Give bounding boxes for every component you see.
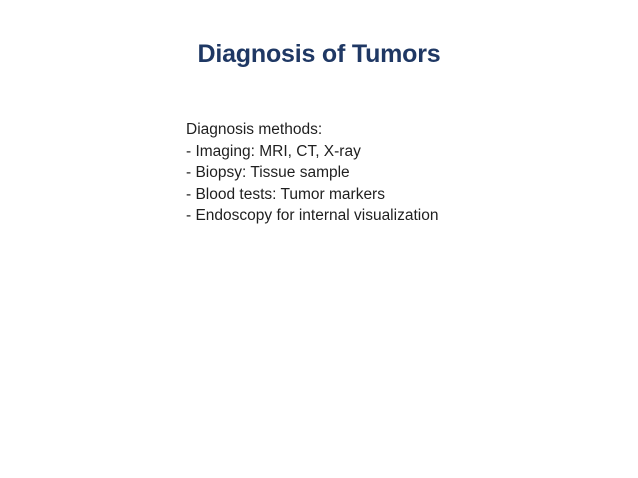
list-item: - Biopsy: Tissue sample xyxy=(186,164,350,181)
list-item: - Endoscopy for internal visualization xyxy=(186,207,439,224)
slide-title: Diagnosis of Tumors xyxy=(197,40,441,68)
list-item: - Imaging: MRI, CT, X-ray xyxy=(186,142,361,160)
body-heading: Diagnosis methods: xyxy=(186,121,323,138)
slide-body xyxy=(186,119,606,227)
list-item: - Blood tests: Tumor markers xyxy=(186,185,385,203)
